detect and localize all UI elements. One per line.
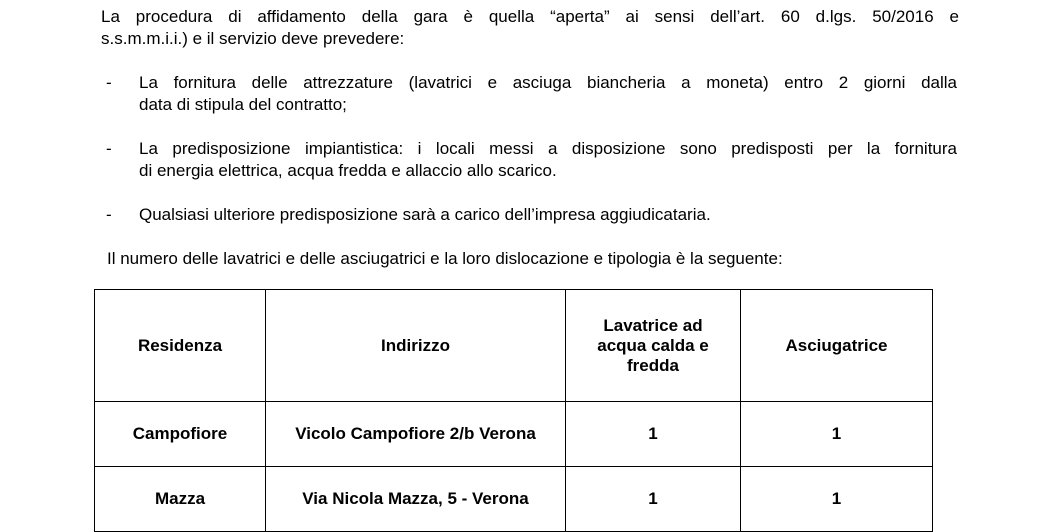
- bullet-marker-1: -: [106, 73, 112, 92]
- header-lavatrice-label: Lavatrice ad acqua calda e fredda: [597, 315, 709, 375]
- table-header-row: [95, 290, 933, 402]
- cell-asciugatrice: 1: [741, 402, 933, 467]
- header-indirizzo: Indirizzo: [266, 290, 566, 402]
- bullet-item-2-line-2: di energia elettrica, acqua fredda e allaccio allo scarico.: [139, 161, 557, 180]
- intro-line-2: s.s.m.m.i.i.) e il servizio deve prevedere:: [101, 29, 405, 48]
- closing-sentence: Il numero delle lavatrici e delle asciugatrici e la loro dislocazione e tipologia è la seguente:: [107, 249, 783, 268]
- bullet-item-3: [139, 204, 957, 226]
- bullet-item-1-line-1: La fornitura delle attrezzature (lavatrici e asciuga biancheria a moneta) entro 2 giorni dalla: [139, 73, 957, 92]
- bullet-item-1-line-2: data di stipula del contratto;: [139, 95, 347, 114]
- bullet-marker-3: -: [106, 205, 112, 224]
- cell-lavatrice: 1: [566, 402, 741, 467]
- table-row: [95, 402, 933, 467]
- header-residenza: Residenza: [95, 290, 266, 402]
- header-asciugatrice: Asciugatrice: [741, 290, 933, 402]
- bullet-item-2: [139, 138, 957, 182]
- equipment-table: [94, 289, 933, 532]
- cell-asciugatrice: 1: [741, 467, 933, 532]
- bullet-item-3-line-1: Qualsiasi ulteriore predisposizione sarà a carico dell’impresa aggiudicataria.: [139, 205, 711, 224]
- header-lavatrice: [566, 290, 741, 402]
- bullet-item-1: [139, 72, 957, 116]
- cell-lavatrice: 1: [566, 467, 741, 532]
- bullet-marker-2: -: [106, 139, 112, 158]
- cell-indirizzo: Via Nicola Mazza, 5 - Verona: [266, 467, 566, 532]
- intro-paragraph: [101, 6, 959, 50]
- intro-line-1: La procedura di affidamento della gara è quella “aperta” ai sensi dell’art. 60 d.lgs. 50/2016 e: [101, 7, 959, 26]
- cell-residenza: Campofiore: [95, 402, 266, 467]
- cell-indirizzo: Vicolo Campofiore 2/b Verona: [266, 402, 566, 467]
- cell-residenza: Mazza: [95, 467, 266, 532]
- table-row: [95, 467, 933, 532]
- bullet-item-2-line-1: La predisposizione impiantistica: i locali messi a disposizione sono predisposti per la fornitura: [139, 139, 957, 158]
